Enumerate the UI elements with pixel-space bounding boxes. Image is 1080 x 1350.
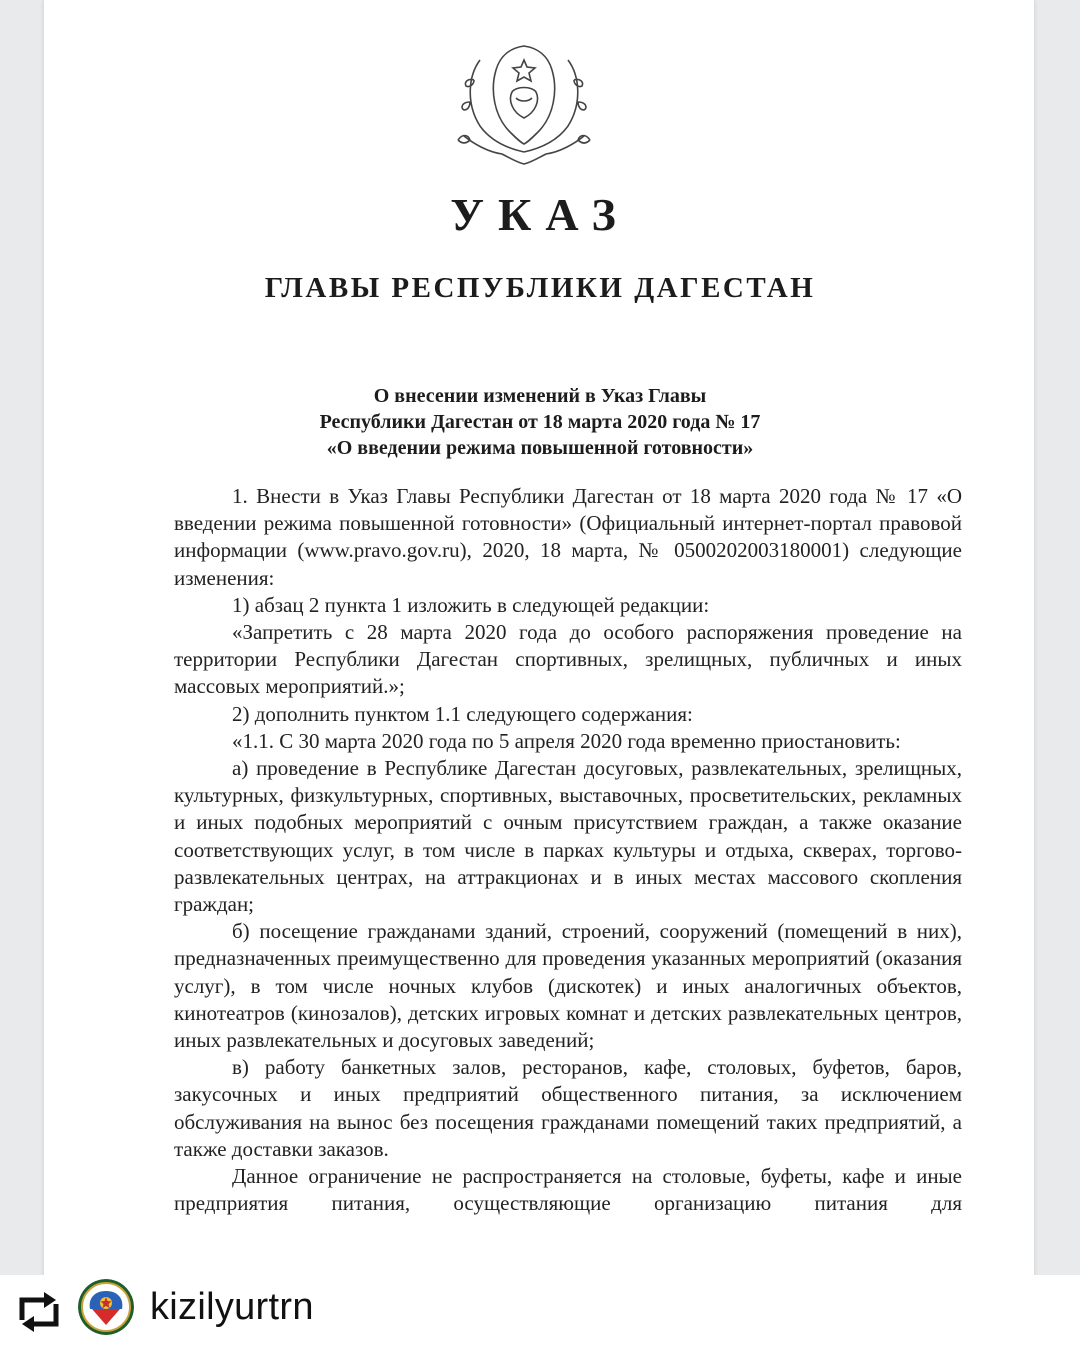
- paragraph: «1.1. С 30 марта 2020 года по 5 апреля 2020 года временно приостановить:: [232, 728, 901, 753]
- coat-of-arms-emblem: [450, 40, 598, 168]
- heading-line: «О введении режима повышенной готовности»: [326, 437, 754, 459]
- paragraph: 1) абзац 2 пункта 1 изложить в следующей редакции:: [232, 592, 710, 617]
- paragraph: «Запретить с 28 марта 2020 года до особого распоряжения проведение на территории Республики Дагестан спортивных, зрелищных, публичных и иных массовых мероприятий.»;: [174, 620, 962, 699]
- decree-heading: [0, 383, 1080, 461]
- paragraph: б) посещение гражданами зданий, строений, сооружений (помещений в них), предназначенных преимущественно для проведения указанных мероприятий (оказания услуг), в том числе ночных клубов (дискотек) и иных аналогичных объектов, кинотеатров (кинозалов), детских игровых комнат и детских развлекательных центров, иных развлекательных и досуговых заведений;: [174, 919, 962, 1053]
- dagestan-coat-of-arms-avatar[interactable]: [78, 1279, 134, 1335]
- repost-username[interactable]: kizilyurtrn: [150, 1286, 314, 1328]
- heading-line: О внесении изменений в Указ Главы: [373, 385, 707, 407]
- decree-title: УКАЗ: [450, 189, 630, 240]
- heading-line: Республики Дагестан от 18 марта 2020 года № 17: [319, 411, 761, 433]
- paragraph: а) проведение в Республике Дагестан досуговых, развлекательных, зрелищных, культурных, физкультурных, спортивных, выставочных, просветительских, рекламных и иных подобных мероприятий с очным присутствием граждан, а также оказание соответствующих услуг, в том числе в парках культуры и отдыха, скверах, торгово-развлекательных центрах, на аттракционах и в иных местах массового скопления граждан;: [174, 756, 962, 917]
- decree-subtitle: ГЛАВЫ РЕСПУБЛИКИ ДАГЕСТАН: [264, 272, 816, 304]
- decree-body: [174, 483, 962, 1217]
- paragraph: 1. Внести в Указ Главы Республики Дагестан от 18 марта 2020 года № 17 «О введении режима повышенной готовности» (Официальный интернет-портал правовой информации (www.pravo.gov.ru), 2020, 18 марта, № 0500202003180001) следующие изменения:: [174, 484, 962, 590]
- paragraph: Данное ограничение не распространяется на столовые, буфеты, кафе и иные предприятия питания, осуществляющие организацию питания для: [174, 1164, 962, 1216]
- paragraph: в) работу банкетных залов, ресторанов, кафе, столовых, буфетов, баров, закусочных и иных предприятий общественного питания, за исключением обслуживания на вынос без посещения гражданами помещений таких предприятий, а также доставки заказов.: [174, 1055, 962, 1161]
- paragraph: 2) дополнить пунктом 1.1 следующего содержания:: [232, 701, 693, 726]
- repost-icon[interactable]: [14, 1290, 64, 1334]
